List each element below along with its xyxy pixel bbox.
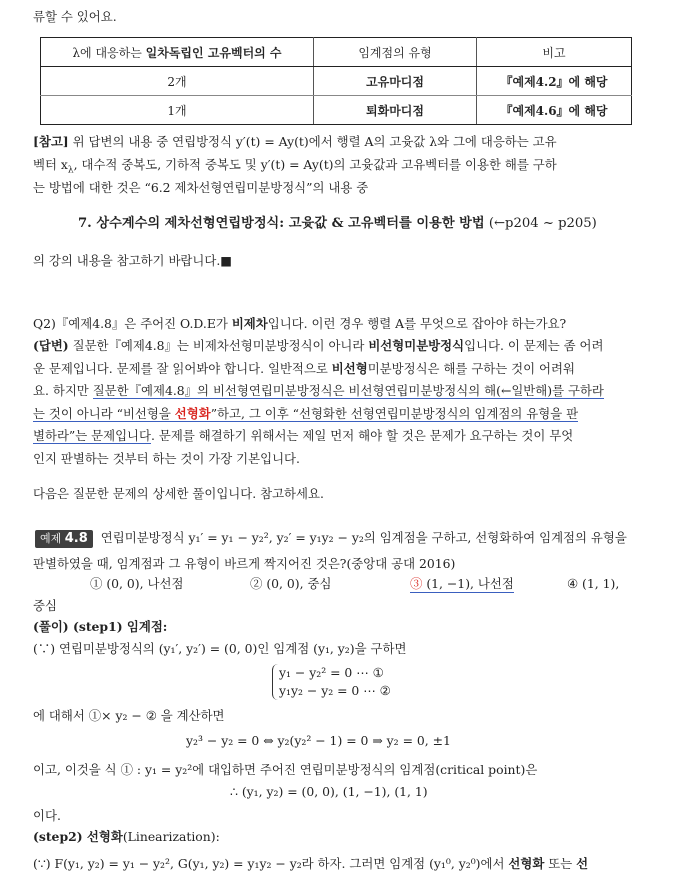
table-cell: 고유마디점 bbox=[314, 67, 477, 96]
solution-line-5 bbox=[33, 856, 588, 872]
heading-main: 7. 상수계수의 제차선형연립방정식: 고윳값 & 고유벡터를 이용한 방법 bbox=[78, 216, 485, 231]
note-text: 벡터 x bbox=[33, 157, 68, 172]
q2-underlined: ”하고, 그 이후 “선형화한 선형연립미분방정식의 임계점의 유형을 판 bbox=[210, 406, 579, 421]
note-line-2 bbox=[33, 157, 557, 178]
table-header: 비고 bbox=[477, 38, 632, 67]
example-line-2: 판별하였을 때, 임계점과 그 유형이 바르게 짝지어진 것은?(중앙대 공대 2016) bbox=[33, 556, 456, 571]
system-eq-1: y₁ − y₂² = 0 ⋯ ① bbox=[279, 665, 384, 680]
note-text: , 대수적 중복도, 기하적 중복도 및 y′(t) = Ay(t)의 고윳값과 고유벡터를 이용한 해를 구하 bbox=[73, 157, 557, 172]
q2-bold: 비제차 bbox=[231, 316, 268, 331]
table-header: 임계점의 유형 bbox=[314, 38, 477, 67]
col-header-lambda: λ에 대응하는 일차독립인 고유벡터의 수 bbox=[72, 45, 282, 60]
badge-number: 4.8 bbox=[64, 531, 88, 546]
table-header bbox=[41, 38, 314, 67]
note-text: 위 답변의 내용 중 연립방정식 y′(t) = Ay(t)에서 행렬 A의 고윳값 λ와 그에 대응하는 고유 bbox=[68, 134, 557, 149]
option-4: ④ (1, 1), bbox=[567, 576, 620, 591]
option-3-marker: ③ bbox=[410, 576, 423, 591]
note-line-3: 는 방법에 대한 것은 “6.2 제차선형연립미분방정식”의 내용 중 bbox=[33, 180, 369, 195]
q2-line-2 bbox=[33, 338, 603, 354]
q2-text: . 문제를 해결하기 위해서는 제일 먼저 해야 할 것은 문제가 요구하는 것이 무엇 bbox=[151, 428, 574, 443]
system-eq-2: y₁y₂ − y₂ = 0 ⋯ ② bbox=[279, 683, 391, 698]
note-subscript: λ bbox=[67, 165, 74, 176]
note-tag: [참고] bbox=[33, 134, 69, 149]
solution-line-4: 이다. bbox=[33, 808, 61, 823]
after-heading: 의 강의 내용을 참고하기 바랍니다.■ bbox=[33, 253, 232, 268]
header-bold: 일차독립인 고유벡터의 수 bbox=[145, 45, 282, 60]
badge-label: 예제 bbox=[40, 532, 62, 545]
solution-line-3: 이고, 이것을 식 ① : y₁ = y₂²에 대입하면 주어진 연립미분방정식의 임계점(critical point)은 bbox=[33, 762, 538, 777]
solution-bold: 선 bbox=[576, 856, 589, 871]
example-badge bbox=[35, 530, 93, 548]
table-row bbox=[41, 67, 632, 96]
q2-bold: 비선형미분방정식 bbox=[368, 338, 465, 353]
q2-highlight: 선형화 bbox=[174, 406, 211, 421]
example-text: 연립미분방정식 y₁′ = y₁ − y₂², y₂′ = y₁y₂ − y₂의 임계점을 구하고, 선형화하여 임계점의 유형을 bbox=[100, 530, 627, 545]
solution-bold: 선형화 bbox=[508, 856, 545, 871]
option-4-cont: 중심 bbox=[33, 598, 57, 613]
example-line-1 bbox=[35, 530, 627, 548]
q2-text: 요. 하지만 bbox=[33, 383, 93, 398]
step2-bold: 선형화 bbox=[86, 829, 123, 844]
q2-line-7: 인지 판별하는 것부터 하는 것이 가장 기본입니다. bbox=[33, 451, 300, 466]
q2-underlined: 별하라”는 문제입니다 bbox=[33, 428, 151, 443]
equation-1: y₂³ − y₂ = 0 ⇔ y₂(y₂² − 1) = 0 ⇒ y₂ = 0, ±1 bbox=[186, 733, 451, 748]
table-cell: 『예제4.6』에 해당 bbox=[477, 96, 632, 125]
q2-line-1 bbox=[33, 316, 566, 332]
q2-text: Q2)『예제4.8』은 주어진 O.D.E가 bbox=[33, 316, 232, 331]
table-header-row bbox=[41, 38, 632, 67]
option-3-correct bbox=[410, 576, 514, 593]
step2-post: (Linearization): bbox=[122, 829, 220, 844]
q2-underlined: 질문한『예제4.8』의 비선형연립미분방정식은 비선형연립미분방정식의 해(←일반해)를 구하라 bbox=[92, 383, 604, 398]
table-cell: 퇴화마디점 bbox=[314, 96, 477, 125]
note-line-1 bbox=[33, 134, 557, 150]
detail-intro: 다음은 질문한 문제의 상세한 풀이입니다. 참고하세요. bbox=[33, 486, 324, 501]
section-heading bbox=[78, 212, 597, 231]
equation-2: ∴ (y₁, y₂) = (0, 0), (1, −1), (1, 1) bbox=[230, 784, 428, 799]
q2-text: 입니다. 이 문제는 좀 어려 bbox=[464, 338, 604, 353]
q2-line-3 bbox=[33, 361, 575, 377]
step2-pre: (step2) bbox=[33, 829, 87, 844]
q2-text: 미분방정식은 해를 구하는 것이 어려워 bbox=[367, 361, 575, 376]
table-cell: 『예제4.2』에 해당 bbox=[477, 67, 632, 96]
step2-title bbox=[33, 829, 220, 845]
eigenvector-table bbox=[40, 37, 632, 125]
table-row bbox=[41, 96, 632, 125]
answer-tag: (답변) bbox=[33, 338, 69, 353]
solution-text: (∵) F(y₁, y₂) = y₁ − y₂², G(y₁, y₂) = y₁y₂ − y₂라 하자. 그러면 임계점 (y₁⁰, y₂⁰)에서 bbox=[33, 856, 509, 871]
table-cell: 2개 bbox=[41, 67, 314, 96]
q2-line-6 bbox=[33, 428, 573, 444]
q2-underlined: 는 것이 아니라 “비선형을 bbox=[33, 406, 175, 421]
q2-text: 질문한『예제4.8』는 비제차선형미분방정식이 아니라 bbox=[68, 338, 369, 353]
intro-line: 류할 수 있어요. bbox=[33, 9, 117, 24]
q2-line-5 bbox=[33, 406, 578, 422]
option-1: ① (0, 0), 나선점 bbox=[90, 576, 184, 591]
heading-ref: (←p204 ~ p205) bbox=[484, 216, 597, 231]
solution-line-2: 에 대해서 ①× y₂ − ② 을 계산하면 bbox=[33, 708, 225, 723]
q2-bold: 비선형 bbox=[331, 361, 368, 376]
option-3-text: (1, −1), 나선점 bbox=[422, 576, 514, 591]
option-2: ② (0, 0), 중심 bbox=[250, 576, 332, 591]
solution-title: (풀이) (step1) 임계점: bbox=[33, 619, 168, 634]
equation-system bbox=[272, 664, 391, 700]
solution-text: 또는 bbox=[544, 856, 577, 871]
q2-text: 운 문제입니다. 문제를 잘 읽어봐야 합니다. 일반적으로 bbox=[33, 361, 332, 376]
q2-text: 입니다. 이런 경우 행렬 A를 무엇으로 잡아야 하는가요? bbox=[267, 316, 567, 331]
q2-line-4 bbox=[33, 383, 604, 399]
table-cell: 1개 bbox=[41, 96, 314, 125]
solution-line-1: (∵) 연립미분방정식의 (y₁′, y₂′) = (0, 0)인 임계점 (y₁, y₂)을 구하면 bbox=[33, 641, 407, 656]
